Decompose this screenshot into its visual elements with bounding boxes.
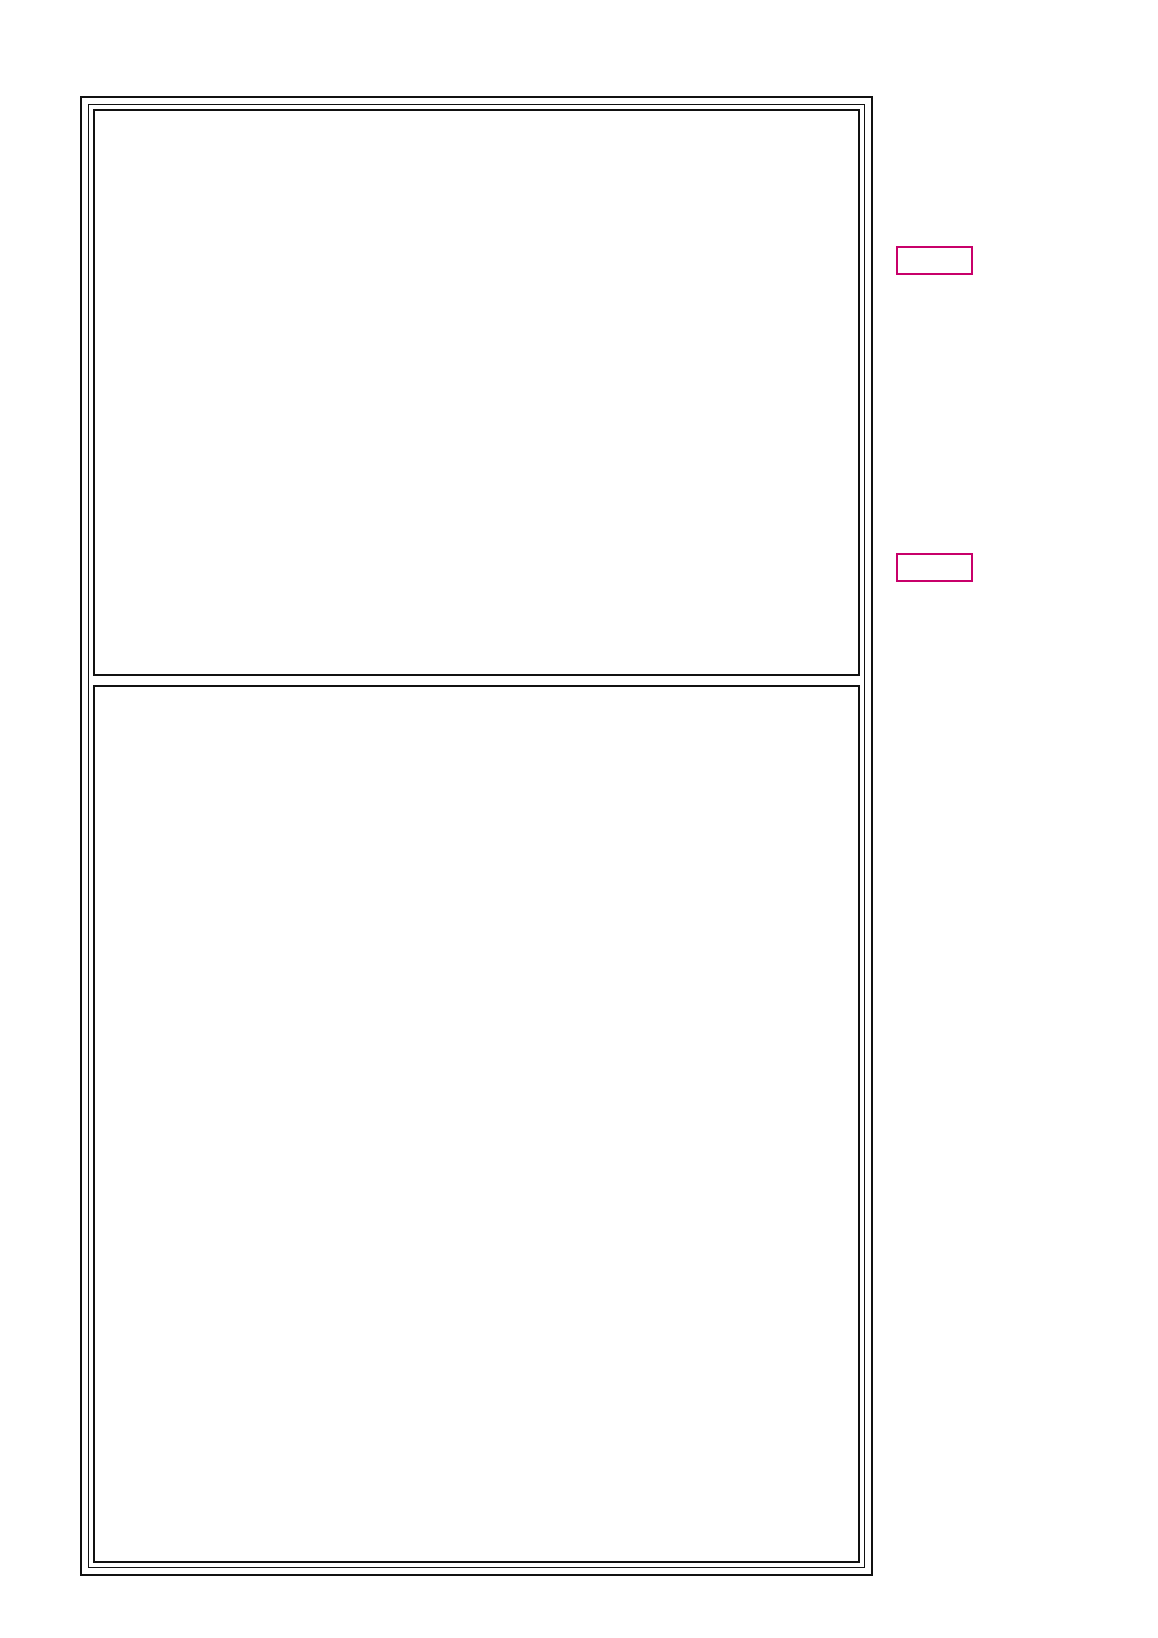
page-frame xyxy=(80,96,873,1576)
hadith-number-877 xyxy=(896,246,973,275)
hadith-number-878 xyxy=(896,553,973,582)
page-frame-inner xyxy=(88,104,865,1568)
hadith-text-box xyxy=(93,109,860,676)
commentary-text-box xyxy=(93,685,860,1563)
